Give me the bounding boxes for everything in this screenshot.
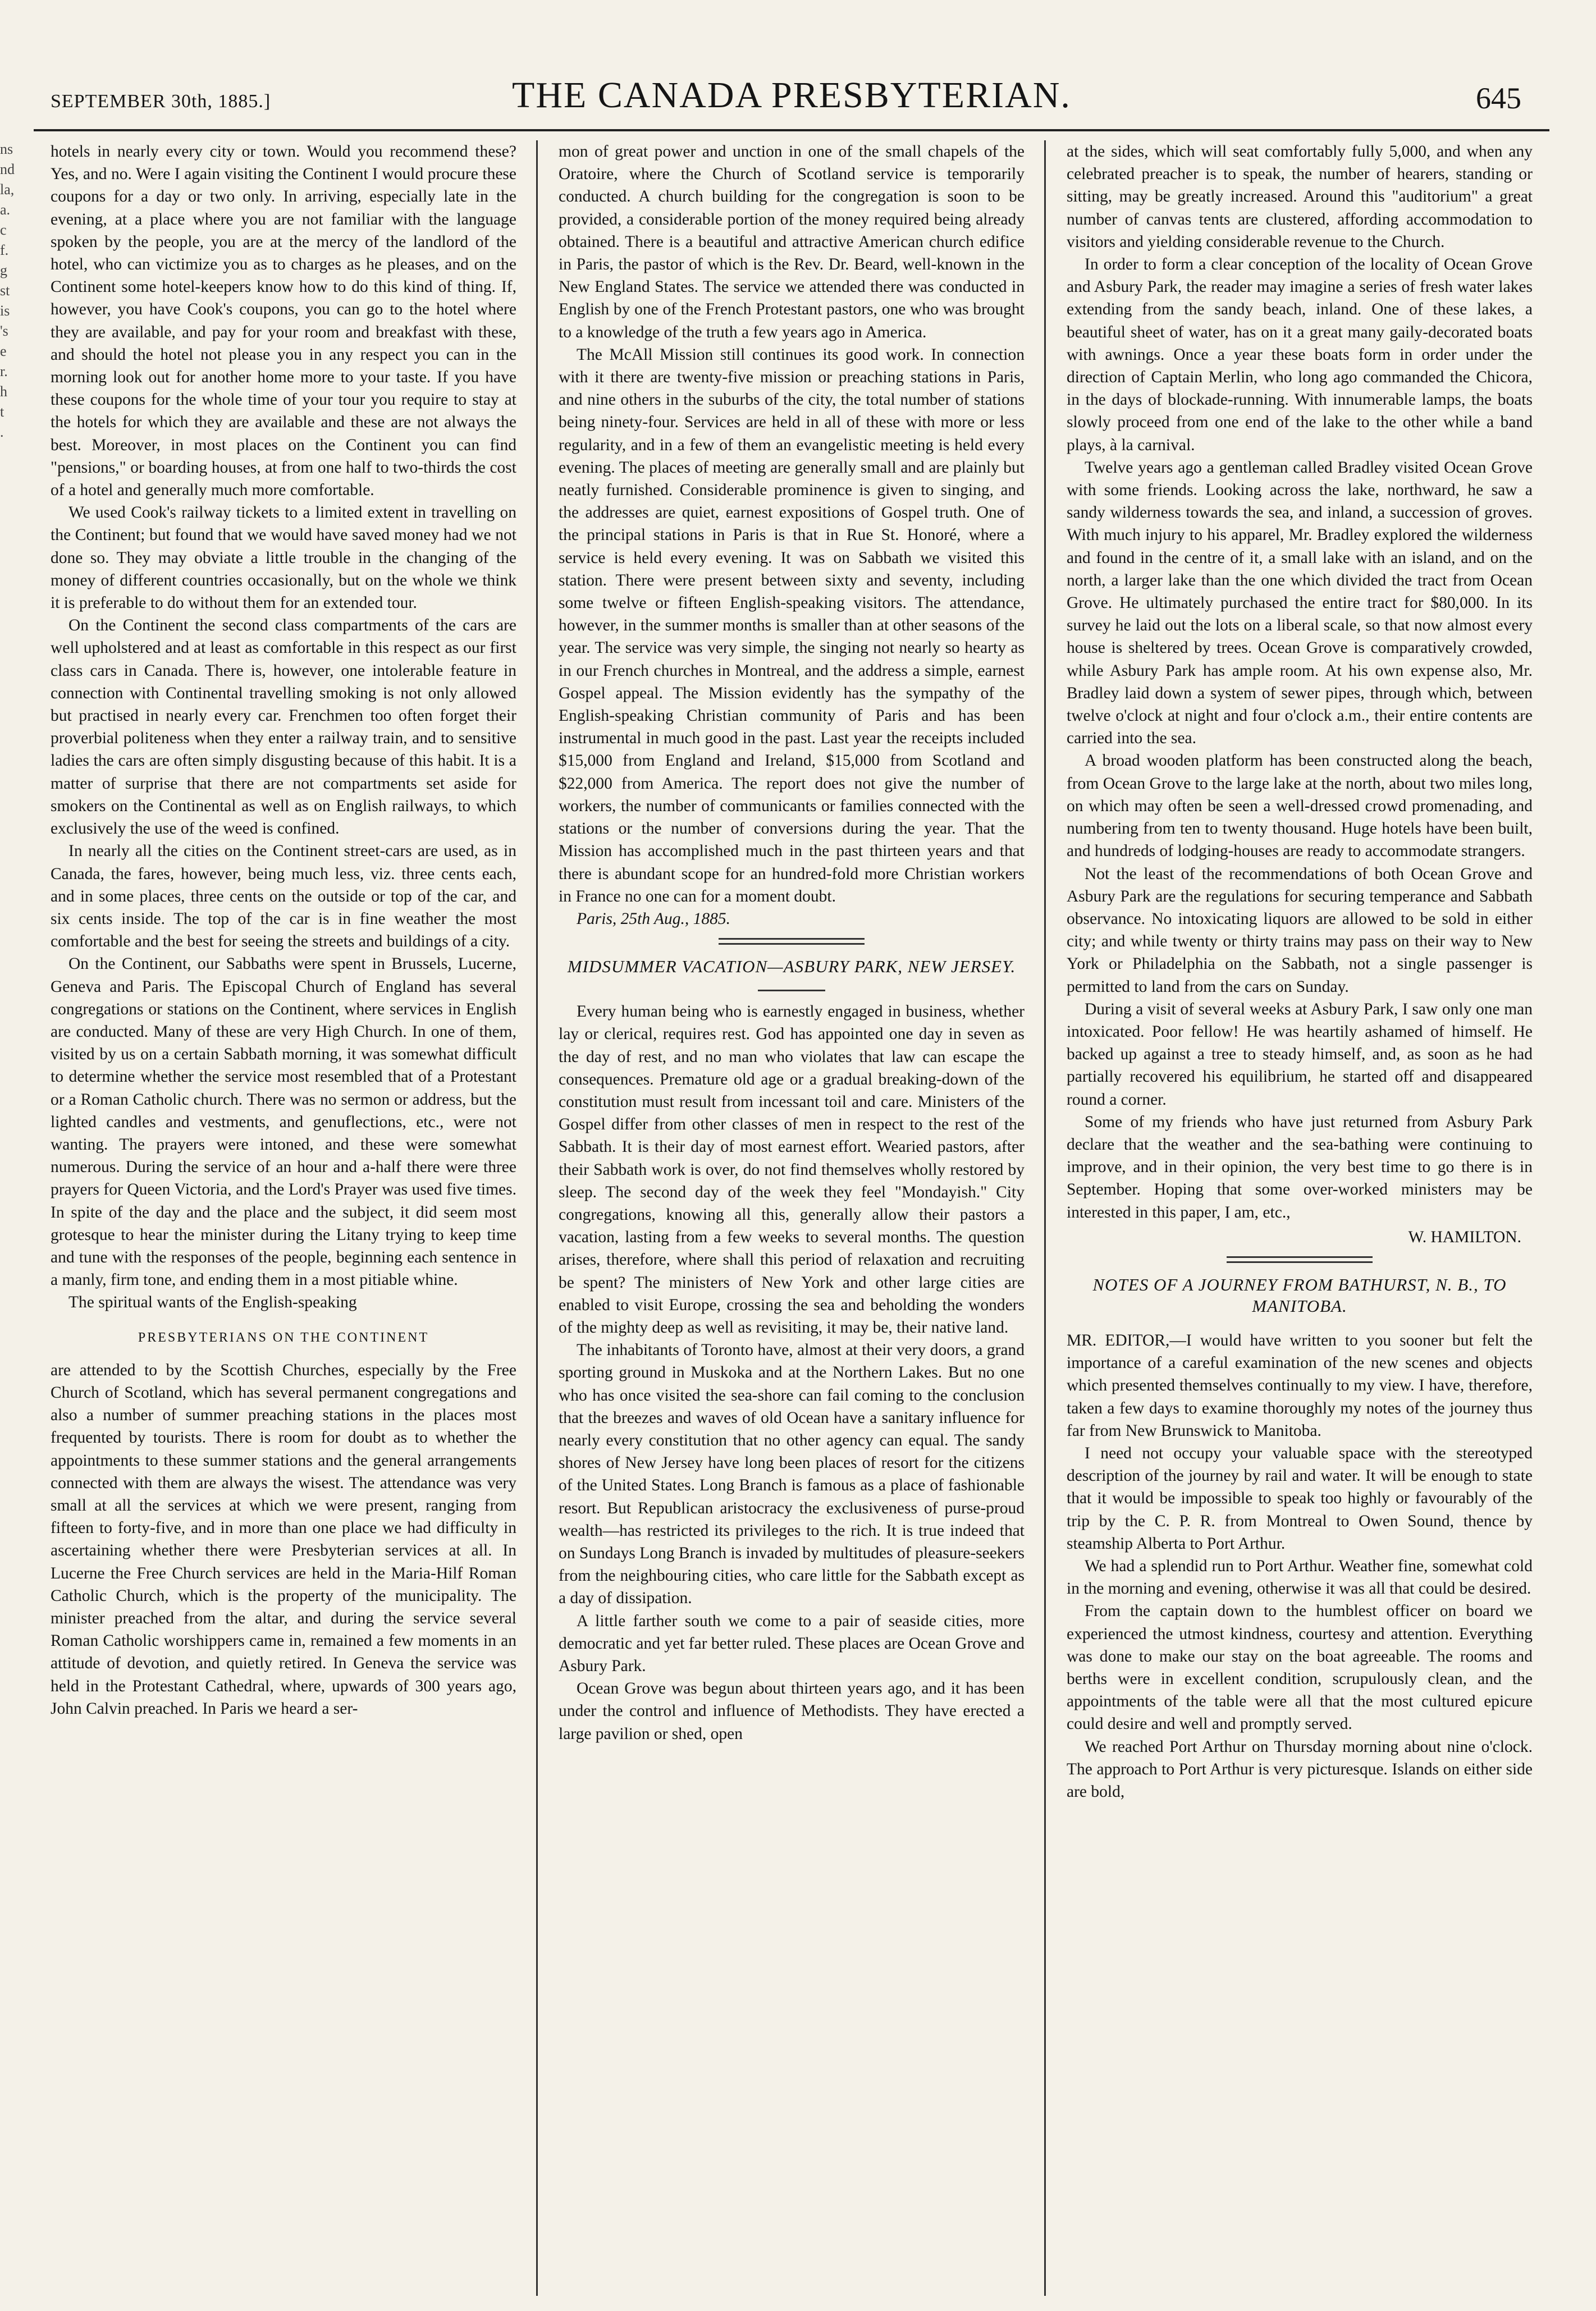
- column-1: [51, 140, 516, 2296]
- margin-fragment: ns: [0, 141, 13, 157]
- page-number: 645: [1476, 81, 1521, 115]
- article-heading: MIDSUMMER VACATION—ASBURY PARK, NEW JERSEY.: [567, 957, 1016, 977]
- margin-fragment: st: [0, 282, 10, 299]
- cropped-margin-text: [0, 140, 31, 2161]
- margin-fragment: c: [0, 222, 7, 238]
- paragraph: On the Continent the second class compartments of the cars are well upholstered and at least as comfortable in this respect as our first class cars in Canada. There is, however, one intolerable feature in connection with Continental travelling smoking is not only allowed but practised in nearly every car. Frenchmen too often forget their proverbial politeness when they enter a railway train, and to sensitive ladies the cars are often simply disgusting because of this habit. It is a matter of surprise that there are not compartments set aside for smokers on the Continental as well as on English railways, to which exclusively the use of the weed is confined.: [51, 616, 516, 838]
- margin-fragment: f.: [0, 242, 9, 258]
- paragraph: I need not occupy your valuable space with the stereotyped description of the journey by rail and water. It will be enough to state that it would be impossible to speak too highly or favourably of the trip by the C. P. R. from Montreal to Owen Sound, thence by steamship Alberta to Port Arthur.: [1067, 1444, 1533, 1553]
- paragraph: hotels in nearly every city or town. Would you recommend these? Yes, and no. Were I again visiting the Continent I would procure these coupons for a day or two only. In arriving, especially late in the evening, at a place where you are not familiar with the language spoken by the people, you are at the mercy of the landlord of the hotel, who can victimize you as to charges as he pleases, and on the Continent some hotel-keepers know how to do this kind of thing. If, however, you have Cook's coupons, you can go to the hotel where they are available, and pay for your room and breakfast with these, and should the hotel not please you in any respect you can in the morning look out for another home more to your taste. If you have these coupons for the whole time of your tour you require to stay at the hotels for which they are available and these are not always the best. Moreover, in most places on the Continent you can find "pensions," or boarding houses, at from one half to two-thirds the cost of a hotel and generally much more comfortable.: [51, 143, 516, 500]
- paragraph: During a visit of several weeks at Asbury Park, I saw only one man intoxicated. Poor fellow! He was heartily ashamed of himself. He backed up against a tree to steady himself, and, as soon as he had partially recovered his equilibrium, he started off and disappeared round a corner.: [1067, 1000, 1533, 1109]
- margin-fragment: .: [0, 424, 4, 440]
- margin-fragment: r.: [0, 363, 8, 379]
- paragraph: Twelve years ago a gentleman called Bradley visited Ocean Grove with some friends. Looking across the lake, northward, he saw a sandy wilderness towards the sea, and inland, a succession of groves. With much injury to his apparel, Mr. Bradley explored the wilderness and found in the centre of it, a small lake with an island, and on the north, a larger lake than the one which divided the tract from Ocean Grove. He ultimately purchased the entire tract for $80,000. In its survey he laid out the lots on a liberal scale, so that now almost every house is sheltered by trees. Ocean Grove is comparatively crowded, while Asbury Park has ample room. At his own expense also, Mr. Bradley laid down a system of sewer pipes, through which, between twelve o'clock at night and four o'clock a.m., their entire contents are carried into the sea.: [1067, 458, 1533, 748]
- margin-fragment: la,: [0, 181, 15, 198]
- paragraph: MR. EDITOR,—I would have written to you sooner but felt the importance of a careful examination of the new scenes and objects which presented themselves continually to my view. I have, therefore, taken a few days to examine thoroughly my notes of the journey thus far from New Brunswick to Manitoba.: [1067, 1331, 1533, 1440]
- column-2: [559, 140, 1025, 2296]
- column-rule: [1044, 140, 1046, 2296]
- paragraph: From the captain down to the humblest officer on board we experienced the utmost kindness, courtesy and attention. Everything was done to make our stay on the boat agreeable. The rooms and berths were in excellent condition, scrupulously clean, and the appointments of the table were all that the most cultured epicure could desire and well and promptly served.: [1067, 1602, 1533, 1733]
- paragraph: mon of great power and unction in one of the small chapels of the Oratoire, where the Church of Scotland service is temporarily conducted. A church building for the congregation is soon to be provided, a considerable portion of the money required being already obtained. There is a beautiful and attractive American church edifice in Paris, the pastor of which is the Rev. Dr. Beard, well-known in the New England States. The service we attended there was conducted in English by one of the French Protestant pastors, one who was brought to a knowledge of the truth a few years ago in America.: [559, 143, 1025, 341]
- page-header: [34, 67, 1549, 131]
- author-signature: W. HAMILTON.: [1408, 1228, 1521, 1246]
- paragraph: In order to form a clear conception of the locality of Ocean Grove and Asbury Park, the reader may imagine a series of fresh water lakes extending from the sandy beach, inland. One of these lakes, a beautiful sheet of water, has on it a great many gaily-decorated boats with awnings. Once a year these boats form in order under the direction of Captain Merlin, who long ago commanded the Chicora, in the days of blockade-running. With innumerable lamps, the boats slowly proceed from one end of the lake to the other while a band plays, à la carnival.: [1067, 255, 1533, 454]
- margin-fragment: is: [0, 303, 10, 319]
- paragraph: at the sides, which will seat comfortably fully 5,000, and when any celebrated preacher is to speak, the number of hearers, standing or sitting, may be greatly increased. Around this "auditorium" a great number of canvas tents are clustered, affording accommodation to visitors and yielding considerable revenue to the Church.: [1067, 143, 1533, 251]
- article-dateline: Paris, 25th Aug., 1885.: [577, 909, 730, 928]
- margin-fragment: 's: [0, 323, 8, 339]
- paragraph: On the Continent, our Sabbaths were spent in Brussels, Lucerne, Geneva and Paris. The Episcopal Church of England has several congregations or stations on the Continent, where services in English are conducted. Many of these are very High Church. In one of them, visited by us on a certain Sabbath morning, it was somewhat difficult to determine whether the service most resembled that of a Protestant or a Roman Catholic church. There was no sermon or address, but the lighted candles and vestments, and genuflections, etc., were not wanting. The prayers were intoned, and these were somewhat numerous. During the service of an hour and a-half there were three prayers for Queen Victoria, and the Lord's Prayer was used five times. In spite of the day and the place and the subject, it did seem most grotesque to hear the minister during the Litany trying to keep time and tune with the responses of the people, beginning each sentence in a manly, firm tone, and ending them in a most pitiable whine.: [51, 955, 516, 1289]
- section-subhead: PRESBYTERIANS ON THE CONTINENT: [138, 1330, 429, 1345]
- paragraph: We used Cook's railway tickets to a limited extent in travelling on the Continent; but found that we would have saved money had we not done so. They may obviate a little trouble in the changing of the money of different countries occasionally, but on the whole we think it is preferable to do without them for an extended tour.: [51, 504, 516, 612]
- paragraph: We reached Port Arthur on Thursday morning about nine o'clock. The approach to Port Arthur is very picturesque. Islands on either side are bold,: [1067, 1737, 1533, 1801]
- article-heading: NOTES OF A JOURNEY FROM BATHURST, N. B., TO MANITOBA.: [1092, 1274, 1507, 1316]
- heading-rule: [758, 990, 825, 991]
- margin-fragment: e: [0, 343, 7, 359]
- column-3: [1067, 140, 1533, 2296]
- paragraph: The McAll Mission still continues its good work. In connection with it there are twenty-five mission or preaching stations in Paris, and nine others in the suburbs of the city, the total number of stations being ninety-four. Services are held in all of these with more or less regularity, and in a few of them an evangelistic meeting is held every evening. The places of meeting are generally small and are plainly but neatly furnished. Considerable prominence is given to singing, and the addresses are quiet, earnest expositions of Gospel truth. One of the principal stations in Paris is that in Rue St. Honoré, where a service is held every evening. It was on Sabbath we visited this station. There were present between sixty and seventy, including some twelve or fifteen English-speaking visitors. The attendance, however, in the summer months is smaller than at other seasons of the year. The service was very simple, the singing not nearly so hearty as in our French churches in Montreal, and the address a simple, earnest Gospel appeal. The Mission evidently has the sympathy of the English-speaking Christian community of Paris and has been instrumental in much good in the past. Last year the receipts included $15,000 from England and Ireland, $15,000 from Scotland and $22,000 from America. The report does not give the number of workers, the number of communicants or families connected with the stations or the number of conversions during the year. That the Mission has accomplished much in the past thirteen years and that there is abundant scope for an hundred-fold more Christian workers in France no one can for a moment doubt.: [559, 345, 1025, 905]
- paragraph: Every human being who is earnestly engaged in business, whether lay or clerical, requires rest. God has appointed one day in seven as the day of rest, and no man who violates that law can escape the consequences. Premature old age or a gradual breaking-down of the constitution must result from incessant toil and care. Ministers of the Gospel differ from other classes of men in respect to the rest of the Sabbath. It is their day of most earnest effort. Wearied pastors, after their Sabbath work is over, do not find themselves wholly restored by sleep. The second day of the week they feel "Mondayish." City congregations, knowing all this, generally allow their pastors a vacation, lasting from a few weeks to several months. The question arises, therefore, where shall this period of relaxation and recruiting be spent? The ministers of New York and other large cities are enabled to visit Europe, crossing the sea and beholding the wonders of the mighty deep as well as revisiting, it may be, their native land.: [559, 1003, 1025, 1337]
- paragraph: Some of my friends who have just returned from Asbury Park declare that the weather and the sea-bathing were continuing to improve, and in their opinion, the very best time to go there is in September. Hoping that some over-worked ministers may be interested in this paper, I am, etc.,: [1067, 1113, 1533, 1221]
- newspaper-title: THE CANADA PRESBYTERIAN.: [512, 75, 1071, 116]
- margin-fragment: nd: [0, 161, 15, 177]
- margin-fragment: t: [0, 404, 4, 420]
- paragraph: A broad wooden platform has been constructed along the beach, from Ocean Grove to the large lake at the north, about two miles long, on which may often be seen a well-dressed crowd promenading, and numbering from ten to twenty thousand. Huge hotels have been built, and hundreds of lodging-houses are ready to accommodate strangers.: [1067, 752, 1533, 861]
- col1-body: [51, 140, 516, 1314]
- column-rule: [536, 140, 538, 2296]
- article-separator: [1227, 1256, 1373, 1263]
- margin-fragment: a.: [0, 202, 11, 218]
- issue-date: SEPTEMBER 30th, 1885.]: [51, 91, 271, 112]
- paragraph: A little farther south we come to a pair of seaside cities, more democratic and yet far better ruled. These places are Ocean Grove and Asbury Park.: [559, 1612, 1025, 1675]
- paragraph: The spiritual wants of the English-speaking: [68, 1293, 357, 1312]
- paragraph: Ocean Grove was begun about thirteen years ago, and it has been under the control and influence of Methodists. They have erected a large pavilion or shed, open: [559, 1680, 1025, 1743]
- paragraph: Not the least of the recommendations of both Ocean Grove and Asbury Park are the regulations for securing temperance and Sabbath observance. No intoxicating liquors are allowed to be sold in either city; and while twenty or thirty trains may pass on their way to New York or Philadelphia on the Sabbath, not a single passenger is permitted to land from the cars on Sunday.: [1067, 864, 1533, 996]
- margin-fragment: h: [0, 383, 7, 400]
- paragraph: The inhabitants of Toronto have, almost at their very doors, a grand sporting ground in Muskoka and at the Northern Lakes. But no one who has once visited the sea-shore can fail coming to the conclusion that the breezes and waves of old Ocean have a sanitary influence for nearly every constitution that no other agency can equal. The sandy shores of New Jersey have long been places of resort for the citizens of the United States. Long Branch is famous as a place of fashionable resort. But Republican aristocracy the exclusiveness of purse-proud wealth—has restricted its privileges to the rich. It is true indeed that on Sundays Long Branch is invaded by multitudes of pleasure-seekers from the neighbouring cities, who care little for the Sabbath except as a day of dissipation.: [559, 1341, 1025, 1608]
- paragraph: are attended to by the Scottish Churches, especially by the Free Church of Scotland, which has several permanent congregations and also a number of summer preaching stations in the places most frequented by tourists. There is room for doubt as to whether the appointments to these summer stations and the general arrangements connected with them are always the wisest. The attendance was very small at all the services at which we were present, ranging from fifteen to forty-five, and in more than one place we had difficulty in ascertaining whether there were Presbyterian services at all. In Lucerne the Free Church services are held in the Maria-Hilf Roman Catholic Church, which is the property of the municipality. The minister preached from the altar, and during the service several Roman Catholic worshippers came in, remained a few moments in an attitude of devotion, and quietly retired. In Geneva the service was held in the Protestant Cathedral, where, upwards of 300 years ago, John Calvin preached. In Paris we heard a ser-: [51, 1361, 516, 1718]
- paragraph: We had a splendid run to Port Arthur. Weather fine, somewhat cold in the morning and evening, otherwise it was all that could be desired.: [1067, 1557, 1533, 1598]
- article-separator: [719, 938, 865, 945]
- paragraph: In nearly all the cities on the Continent street-cars are used, as in Canada, the fares, however, being much less, viz. three cents each, and in some places, three cents on the outside or top of the car, and six cents inside. The top of the car is in fine weather the most comfortable and the best for seeing the streets and buildings of a city.: [51, 842, 516, 951]
- margin-fragment: g: [0, 262, 7, 278]
